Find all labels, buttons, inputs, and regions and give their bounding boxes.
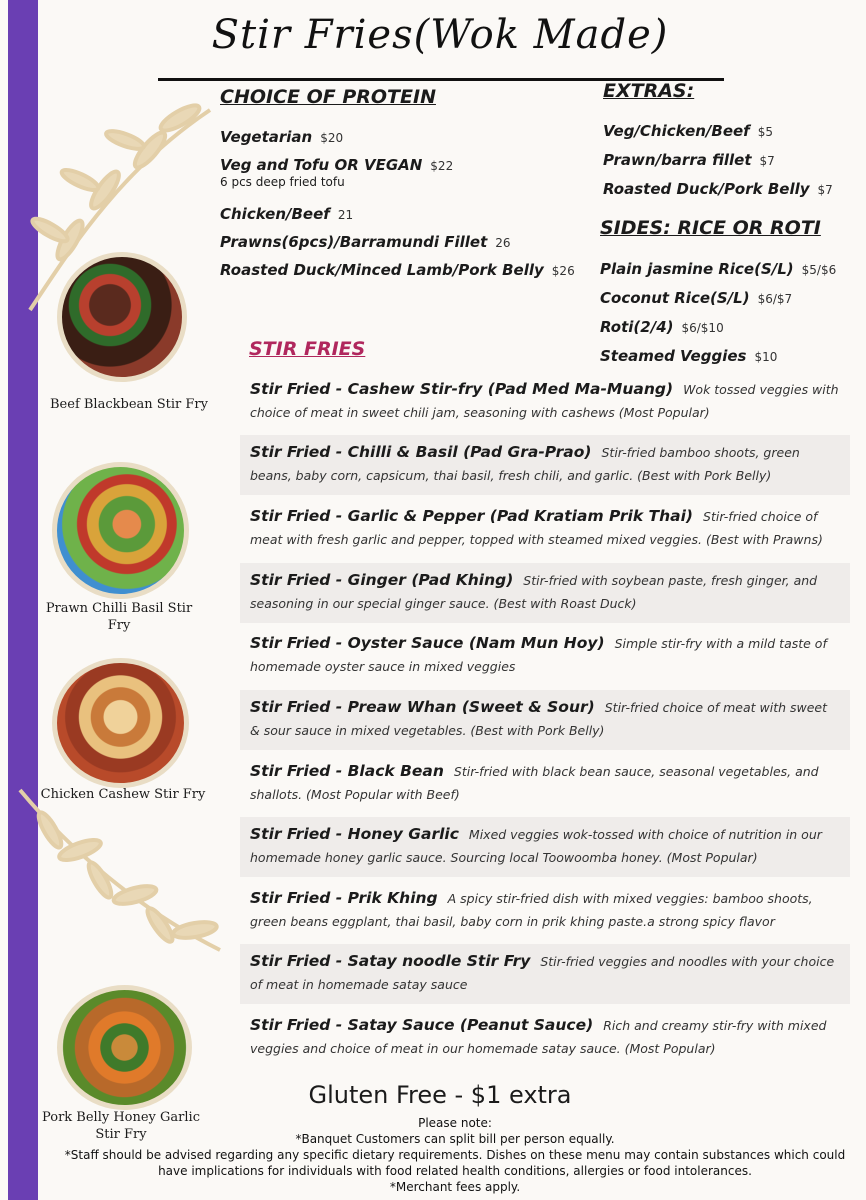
dish-item <box>240 881 850 941</box>
photo-caption: Prawn Chilli Basil Stir Fry <box>45 601 193 633</box>
note-line: *Banquet Customers can split bill per person equally. <box>295 1132 615 1146</box>
stir-fries-heading: STIR FRIES <box>249 338 366 360</box>
sides-heading: SIDES: RICE OR ROTI <box>600 217 821 239</box>
dish-description: Stir-fried choice of meat with fresh garlic and pepper, topped with steamed mixed veggies. (Best with Prawns) <box>250 509 823 547</box>
sides-item-price: $6/$7 <box>757 292 793 306</box>
dish-name: Stir Fried - Oyster Sauce (Nam Mun Hoy) <box>250 634 605 652</box>
dish-item <box>240 372 850 432</box>
dish-name: Stir Fried - Satay noodle Stir Fry <box>250 952 531 970</box>
extras-heading: EXTRAS: <box>603 80 695 102</box>
protein-item-name: Vegetarian <box>220 128 313 146</box>
protein-item <box>220 233 575 261</box>
leaf-branch-bottom-icon <box>10 780 230 980</box>
dish-description: Stir-fried bamboo shoots, green beans, baby corn, capsicum, thai basil, fresh chili, and garlic. (Best with Pork Belly) <box>250 445 800 483</box>
dish-description: Simple stir-fry with a mild taste of homemade oyster sauce in mixed veggies <box>250 636 827 674</box>
sides-item <box>600 318 836 347</box>
sides-item <box>600 289 836 318</box>
dish-description: Stir-fried choice of meat with sweet & sour sauce in mixed vegetables. (Best with Pork Belly) <box>250 700 828 738</box>
sides-item-name: Roti(2/4) <box>600 318 674 336</box>
dish-description: Wok tossed veggies with choice of meat in sweet chili jam, seasoning with cashews (Most Popular) <box>250 382 839 420</box>
dish-name: Stir Fried - Garlic & Pepper (Pad Kratiam Prik Thai) <box>250 507 694 525</box>
dish-description: Mixed veggies wok-tossed with choice of nutrition in our homemade honey garlic sauce. Sourcing local Toowoomba honey. (Most Popular) <box>250 827 822 865</box>
dish-item <box>240 435 850 495</box>
protein-item-price: 21 <box>337 208 354 222</box>
dish-name: Stir Fried - Ginger (Pad Khing) <box>250 571 514 589</box>
protein-item-name: Prawns(6pcs)/Barramundi Fillet <box>220 233 488 251</box>
dish-description: Rich and creamy stir-fry with mixed veggies and choice of meat in our homemade satay sauce. (Most Popular) <box>250 1018 827 1056</box>
extras-item-price: $7 <box>759 154 775 168</box>
protein-item-name: Veg and Tofu OR VEGAN <box>220 156 423 174</box>
notes-title: Please note: <box>418 1116 492 1130</box>
dish-item <box>240 817 850 877</box>
extras-item <box>603 180 833 209</box>
protein-item <box>220 261 575 289</box>
photo-caption: Beef Blackbean Stir Fry <box>50 397 208 412</box>
dish-name: Stir Fried - Cashew Stir-fry (Pad Med Ma-Muang) <box>250 380 674 398</box>
note-line: *Staff should be advised regarding any specific dietary requirements. Dishes on these menu may contain substances which could have implications for individuals with food related health conditions, allergies or food intolerances. <box>64 1148 846 1178</box>
dish-item <box>240 626 850 686</box>
dish-item <box>240 754 850 814</box>
extras-item-price: $7 <box>817 183 833 197</box>
sides-item-price: $6/$10 <box>681 321 724 335</box>
dish-name: Stir Fried - Black Bean <box>250 762 444 780</box>
photo-caption: Chicken Cashew Stir Fry <box>40 787 206 802</box>
chicken-cashew-photo <box>52 658 189 788</box>
protein-item-name: Chicken/Beef <box>220 205 330 223</box>
dish-description: Stir-fried veggies and noodles with your choice of meat in homemade satay sauce <box>250 954 835 992</box>
protein-item <box>220 128 575 156</box>
sides-item <box>600 260 836 289</box>
sides-list <box>600 260 836 376</box>
gluten-free-note: Gluten Free - $1 extra <box>308 1081 572 1109</box>
dish-item <box>240 563 850 623</box>
dish-item <box>240 499 850 559</box>
protein-item-price: $26 <box>551 264 575 278</box>
extras-item-name: Prawn/barra fillet <box>603 151 752 169</box>
sides-item-name: Coconut Rice(S/L) <box>600 289 750 307</box>
protein-item <box>220 156 575 205</box>
note-line: *Merchant fees apply. <box>389 1180 521 1194</box>
beef-blackbean-photo <box>57 252 187 382</box>
extras-item <box>603 122 833 151</box>
dish-description: A spicy stir-fried dish with mixed veggies: bamboo shoots, green beans eggplant, thai basil, baby corn in prik khing paste.a strong spicy flavor <box>250 891 813 929</box>
dish-name: Stir Fried - Prik Khing <box>250 889 438 907</box>
pork-belly-honey-garlic-photo <box>57 985 192 1110</box>
dish-name: Stir Fried - Honey Garlic <box>250 825 459 843</box>
sides-item-price: $10 <box>754 350 778 364</box>
extras-item <box>603 151 833 180</box>
sides-item-name: Steamed Veggies <box>600 347 747 365</box>
prawn-chilli-basil-photo <box>52 462 189 599</box>
sides-item-name: Plain jasmine Rice(S/L) <box>600 260 794 278</box>
extras-list <box>603 122 833 209</box>
protein-item-note: 6 pcs deep fried tofu <box>220 175 345 189</box>
dish-item <box>240 690 850 750</box>
extras-item-price: $5 <box>757 125 773 139</box>
dish-name: Stir Fried - Chilli & Basil (Pad Gra-Prao) <box>250 443 592 461</box>
dish-description: Stir-fried with soybean paste, fresh ginger, and seasoning in our special ginger sauce. (Best with Roast Duck) <box>250 573 818 611</box>
protein-list <box>220 128 575 289</box>
dish-item <box>240 944 850 1004</box>
dish-item <box>240 1008 850 1068</box>
protein-item <box>220 205 575 233</box>
dish-name: Stir Fried - Satay Sauce (Peanut Sauce) <box>250 1016 594 1034</box>
protein-item-name: Roasted Duck/Minced Lamb/Pork Belly <box>220 261 544 279</box>
protein-item-price: 26 <box>495 236 511 250</box>
dish-description: Stir-fried with black bean sauce, seasonal vegetables, and shallots. (Most Popular with Beef) <box>250 764 819 802</box>
extras-item-name: Roasted Duck/Pork Belly <box>603 180 810 198</box>
protein-heading: CHOICE OF PROTEIN <box>220 86 436 108</box>
extras-item-name: Veg/Chicken/Beef <box>603 122 750 140</box>
sides-item-price: $5/$6 <box>801 263 837 277</box>
page-title: Stir Fries(Wok Made) <box>211 12 669 58</box>
protein-item-price: $22 <box>430 159 454 173</box>
protein-item-price: $20 <box>320 131 344 145</box>
dish-name: Stir Fried - Preaw Whan (Sweet & Sour) <box>250 698 595 716</box>
footer-notes <box>50 1115 860 1195</box>
photo-caption: Pork Belly Honey Garlic Stir Fry <box>42 1110 200 1142</box>
